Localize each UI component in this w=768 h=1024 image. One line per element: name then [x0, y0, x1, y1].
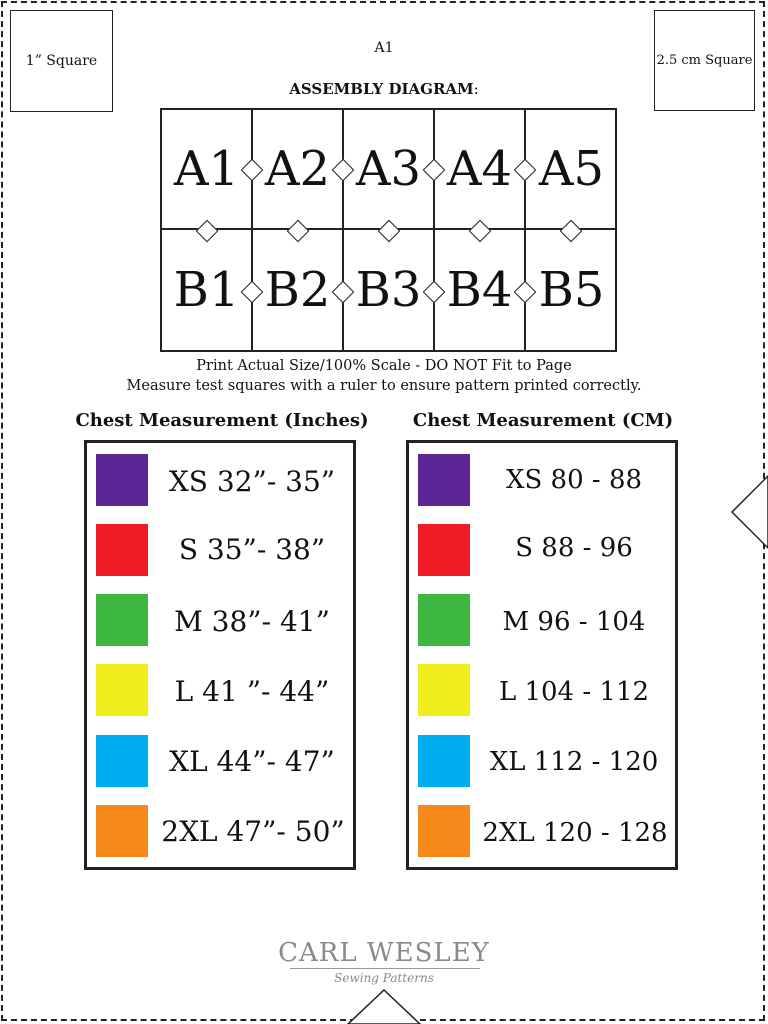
assembly-cell — [526, 110, 617, 230]
color-swatch — [418, 594, 470, 646]
size-range-label: XS 32”- 35” — [168, 465, 336, 498]
assembly-cell — [526, 230, 617, 350]
page-id: A1 — [374, 40, 394, 56]
assembly-cell — [253, 110, 344, 230]
chest-cm-table — [406, 440, 678, 870]
color-swatch — [96, 524, 148, 576]
color-swatch — [96, 664, 148, 716]
assembly-diagram-title — [0, 80, 768, 98]
size-range-label: S 35”- 38” — [178, 533, 326, 566]
size-range-label: L 41 ”- 44” — [174, 675, 330, 708]
color-swatch — [418, 735, 470, 787]
size-range-label: L 104 - 112 — [498, 677, 650, 707]
assembly-cell — [435, 230, 526, 350]
brand-logo: CARL WESLEY — [278, 938, 490, 968]
chest-inches-table — [84, 440, 356, 870]
size-range-label: XS 80 - 88 — [505, 465, 643, 495]
bottom-edge-alignment-triangle — [346, 988, 422, 1024]
cm-test-square-label: 2.5 cm Square — [656, 53, 753, 68]
assembly-cell-label: B5 — [538, 262, 605, 318]
assembly-cell — [162, 110, 253, 230]
assembly-cell — [162, 230, 253, 350]
size-range-label: 2XL 47”- 50” — [161, 815, 345, 848]
assembly-cell — [253, 230, 344, 350]
color-swatch — [418, 524, 470, 576]
assembly-cell — [344, 230, 435, 350]
measure-test-squares-notice: Measure test squares with a ruler to ensure pattern printed correctly. — [126, 378, 642, 394]
chest-cm-title: Chest Measurement (CM) — [412, 410, 674, 431]
print-scale-notice: Print Actual Size/100% Scale - DO NOT Fit to Page — [196, 358, 572, 374]
size-range-label: M 38”- 41” — [174, 605, 330, 638]
size-range-label: M 96 - 104 — [502, 607, 646, 637]
assembly-cell-label: A4 — [446, 141, 513, 197]
assembly-cell-label: A2 — [264, 141, 331, 197]
assembly-cell-label: A1 — [173, 141, 240, 197]
color-swatch — [418, 454, 470, 506]
assembly-diagram-colon: : — [473, 80, 479, 98]
chest-inches-title: Chest Measurement (Inches) — [75, 410, 369, 431]
color-swatch — [96, 454, 148, 506]
color-swatch — [418, 664, 470, 716]
brand-tagline: Sewing Patterns — [334, 971, 434, 985]
size-range-label: XL 44”- 47” — [169, 745, 335, 778]
right-edge-alignment-triangle — [730, 474, 768, 550]
size-range-label: S 88 - 96 — [515, 533, 633, 563]
color-swatch — [96, 735, 148, 787]
one-inch-test-square-label: 1” Square — [25, 53, 98, 69]
assembly-diagram-heading: ASSEMBLY DIAGRAM — [289, 80, 474, 98]
assembly-cell-label: B1 — [173, 262, 240, 318]
color-swatch — [96, 594, 148, 646]
size-range-label: 2XL 120 - 128 — [482, 818, 668, 848]
assembly-cell — [344, 110, 435, 230]
assembly-cell — [435, 110, 526, 230]
assembly-cell-label: A5 — [538, 141, 605, 197]
size-range-label: XL 112 - 120 — [489, 747, 659, 777]
color-swatch — [96, 805, 148, 857]
assembly-grid — [160, 108, 617, 352]
assembly-cell-label: B4 — [446, 262, 513, 318]
assembly-cell-label: B2 — [264, 262, 331, 318]
logo-divider — [290, 968, 480, 969]
color-swatch — [418, 805, 470, 857]
assembly-cell-label: B3 — [355, 262, 422, 318]
assembly-cell-label: A3 — [355, 141, 422, 197]
